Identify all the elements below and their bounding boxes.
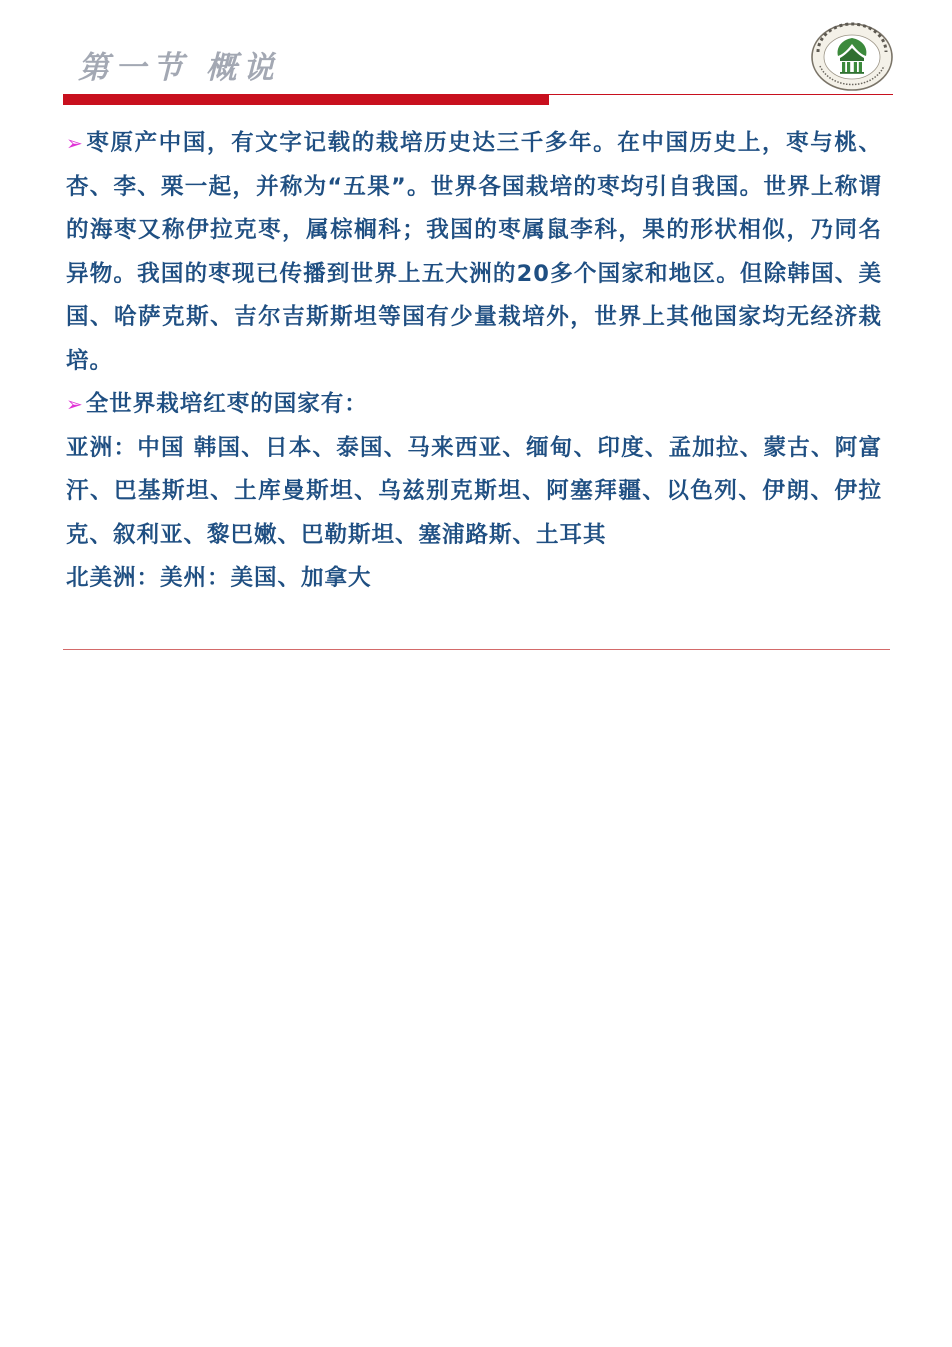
north-america-countries: 北美洲：美州：美国、加拿大 bbox=[66, 565, 372, 591]
asia-countries: 亚洲：中国 韩国、日本、泰国、马来西亚、缅甸、印度、孟加拉、蒙古、阿富汗、巴基斯坦、土库曼斯坦、乌兹别克斯坦、阿塞拜疆、以色列、伊朗、伊拉克、叙利亚、黎巴嫩、巴勒斯坦、塞浦路斯、土耳其 bbox=[66, 434, 882, 548]
paragraph-countries-heading bbox=[66, 383, 882, 427]
footer-divider-line bbox=[63, 649, 890, 650]
paragraph-origin bbox=[66, 122, 882, 383]
paragraph-origin-text: 枣原产中国，有文字记载的栽培历史达三千多年。在中国历史上，枣与桃、杏、李、栗一起，并称为“五果”。世界各国栽培的枣均引自我国。世界上称谓的海枣又称伊拉克枣，属棕榈科；我国的枣属鼠李科，果的形状相似，乃同名异物。我国的枣现已传播到世界上五大洲的20多个国家和地区。但除韩国、美国、哈萨克斯、吉尔吉斯斯坦等国有少量栽培外，世界上其他国家均无经济栽培。 bbox=[66, 130, 883, 374]
arrow-bullet-icon: ➢ bbox=[66, 131, 84, 155]
header-accent-bar bbox=[63, 95, 549, 105]
university-logo bbox=[810, 22, 894, 92]
page-title: 第一节 概说 bbox=[78, 50, 280, 86]
countries-heading-text: 全世界栽培红枣的国家有： bbox=[85, 391, 368, 417]
arrow-bullet-icon: ➢ bbox=[66, 392, 84, 416]
content-body bbox=[66, 122, 882, 601]
